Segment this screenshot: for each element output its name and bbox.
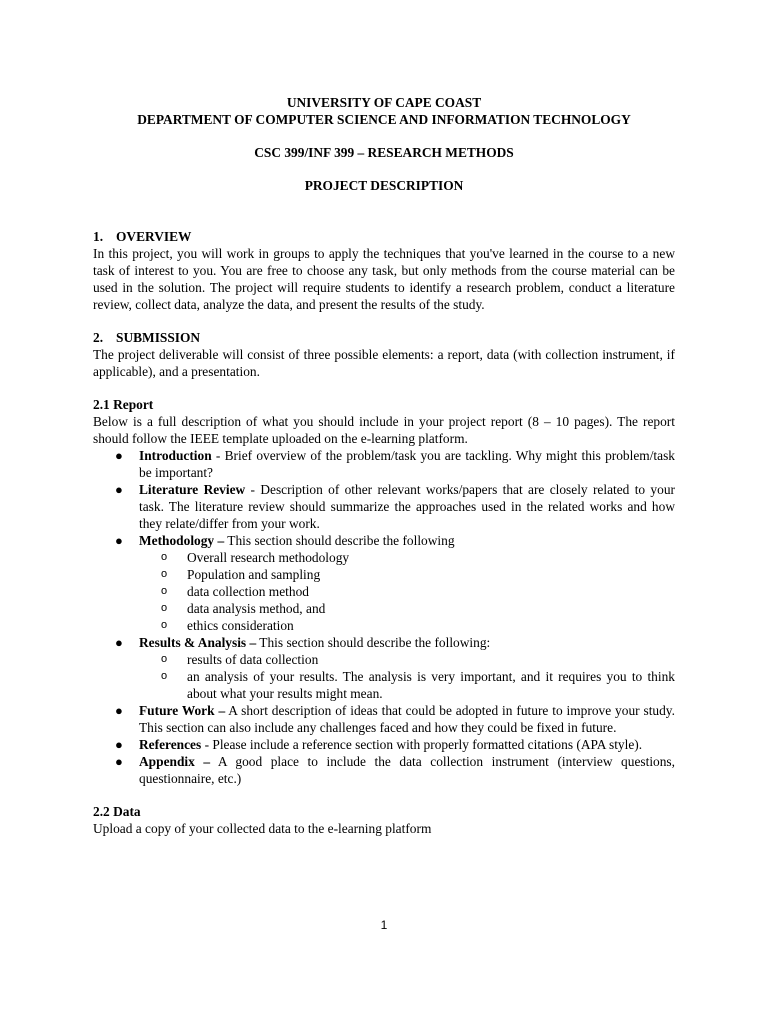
item-text: - Description of other relevant works/papers that are closely related to your task. The literature review should summarize the approaches used in the related works and how they relate/differ from your work. [139, 482, 675, 531]
list-item [93, 634, 675, 702]
item-term: Methodology – [139, 533, 225, 548]
sub-item-text: data collection method [187, 584, 309, 599]
item-text: - Please include a reference section with properly formatted citations (APA style). [201, 737, 643, 752]
circle-bullet-icon: o [161, 568, 168, 580]
methodology-sublist [139, 549, 675, 634]
list-item [93, 447, 675, 481]
item-text: - Brief overview of the problem/task you are tackling. Why might this problem/task be important? [139, 448, 675, 480]
circle-bullet-icon: o [161, 619, 168, 631]
item-text: A short description of ideas that could be adopted in future to improve your study. This section can also include any challenges faced and how they could be fixed in future. [139, 703, 675, 735]
results-sublist [139, 651, 675, 702]
overview-paragraph: In this project, you will work in groups to apply the techniques that you've learned in the course to a new task of interest to you. You are free to choose any task, but only methods from the course material can be used in the solution. The project will require students to identify a research problem, conduct a literature review, collect data, analyze the data, and present the results of the study. [93, 246, 675, 312]
bullet-icon: ● [115, 448, 123, 463]
submission-number: 2. [93, 330, 104, 345]
circle-bullet-icon: o [161, 653, 168, 665]
circle-bullet-icon: o [161, 551, 168, 563]
overview-heading-text: OVERVIEW [116, 229, 192, 244]
circle-bullet-icon: o [161, 602, 168, 614]
bullet-icon: ● [115, 703, 123, 718]
item-term: Literature Review [139, 482, 246, 497]
sub-list-item [139, 651, 675, 668]
document-page [93, 94, 675, 837]
sub-item-text: Population and sampling [187, 567, 321, 582]
item-text: A good place to include the data collection instrument (interview questions, questionnaire, etc.) [139, 754, 675, 786]
list-item [93, 481, 675, 532]
sub-item-text: results of data collection [187, 652, 319, 667]
bullet-icon: ● [115, 737, 123, 752]
report-intro: Below is a full description of what you should include in your project report (8 – 10 pages). The report should follow the IEEE template uploaded on the e-learning platform. [93, 414, 675, 446]
sub-item-text: Overall research methodology [187, 550, 350, 565]
list-item [93, 736, 675, 753]
list-item [93, 753, 675, 787]
item-term: Results & Analysis – [139, 635, 257, 650]
page-number: 1 [380, 918, 388, 932]
item-term: Future Work – [139, 703, 226, 718]
data-heading: 2.2 Data [93, 804, 141, 819]
item-text: This section should describe the following: [256, 635, 491, 650]
list-item [93, 532, 675, 634]
document-title: PROJECT DESCRIPTION [304, 178, 464, 193]
sub-list-item [139, 617, 675, 634]
sub-list-item [139, 600, 675, 617]
item-term: Introduction [139, 448, 212, 463]
sub-list-item [139, 668, 675, 702]
sub-list-item [139, 566, 675, 583]
circle-bullet-icon: o [161, 585, 168, 597]
sub-item-text: an analysis of your results. The analysis is very important, and it requires you to think about what your results might mean. [187, 669, 675, 701]
report-heading: 2.1 Report [93, 397, 154, 412]
sub-list-item [139, 549, 675, 566]
submission-heading-text: SUBMISSION [116, 330, 201, 345]
university-name: UNIVERSITY OF CAPE COAST [286, 95, 482, 110]
submission-paragraph: The project deliverable will consist of three possible elements: a report, data (with collection instrument, if applicable), and a presentation. [93, 347, 675, 379]
bullet-icon: ● [115, 533, 123, 548]
overview-number: 1. [93, 229, 104, 244]
data-paragraph: Upload a copy of your collected data to the e-learning platform [93, 821, 432, 836]
bullet-icon: ● [115, 482, 123, 497]
list-item [93, 702, 675, 736]
sub-item-text: ethics consideration [187, 618, 294, 633]
department-name: DEPARTMENT OF COMPUTER SCIENCE AND INFORMATION TECHNOLOGY [137, 112, 631, 127]
overview-heading [93, 228, 675, 245]
bullet-icon: ● [115, 754, 123, 769]
circle-bullet-icon: o [161, 670, 168, 682]
item-term: References [139, 737, 202, 752]
item-term: Appendix – [139, 754, 211, 769]
sub-item-text: data analysis method, and [187, 601, 326, 616]
sub-list-item [139, 583, 675, 600]
report-items-list [93, 447, 675, 787]
bullet-icon: ● [115, 635, 123, 650]
document-header [93, 94, 675, 128]
course-title: CSC 399/INF 399 – RESEARCH METHODS [254, 145, 514, 160]
item-text: This section should describe the following [224, 533, 455, 548]
submission-heading [93, 329, 675, 346]
